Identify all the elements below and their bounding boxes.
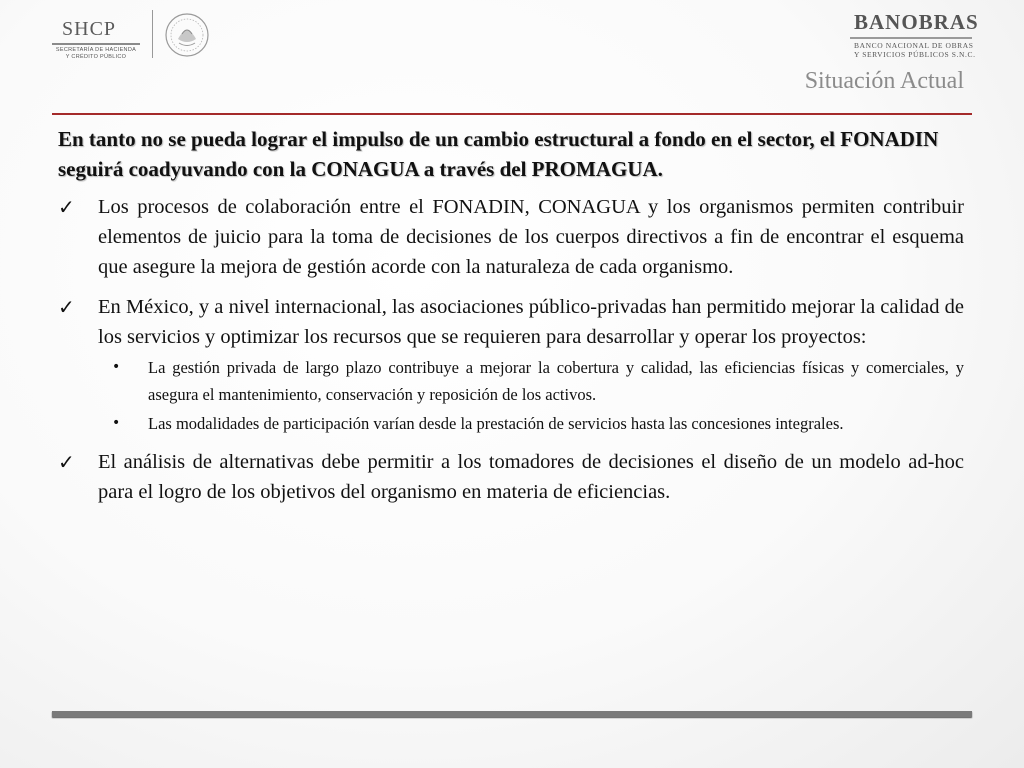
- section-title: Situación Actual: [804, 68, 964, 94]
- banobras-name: BANOBRAS: [854, 10, 979, 34]
- intro-paragraph: En tanto no se pueda lograr el impulso de un cambio estructural a fondo en el sector, el FONADIN seguirá coadyuvando con la CONAGUA a través del PROMAGUA.: [58, 127, 939, 181]
- bullet-item: [58, 447, 964, 507]
- sub-bullet-text: Las modalidades de participación varían desde la prestación de servicios hasta las concesiones integrales.: [148, 414, 844, 433]
- checkmark-icon: ✓: [58, 450, 75, 474]
- shcp-subtitle: [54, 47, 138, 61]
- sub-bullet-item: [98, 354, 964, 408]
- banobras-logo: [846, 10, 979, 62]
- checkmark-icon: ✓: [58, 295, 75, 319]
- bullet-dot-icon: •: [112, 359, 121, 375]
- bullet-item: [58, 192, 964, 282]
- bullet-text: En México, y a nivel internacional, las asociaciones público-privadas han permitido mejorar la calidad de los servicios y optimizar los recursos que se requieren para desarrollar y operar los proyectos:: [98, 296, 964, 348]
- banobras-rule: [850, 37, 972, 39]
- banobras-subtitle: [854, 41, 976, 59]
- shcp-tricolor-line: [52, 43, 140, 45]
- logo-divider: [152, 10, 153, 58]
- shcp-logo: [50, 10, 220, 58]
- bullet-text: El análisis de alternativas debe permitir a los tomadores de decisiones el diseño de un modelo ad-hoc para el logro de los objetivos del organismo en materia de eficiencias.: [98, 451, 964, 503]
- sub-bullet-list: [98, 354, 964, 437]
- title-rule: [52, 113, 972, 115]
- bullet-text: Los procesos de colaboración entre el FONADIN, CONAGUA y los organismos permiten contribuir elementos de juicio para la toma de decisiones de los cuerpos directivos a fin de encontrar el esquema que asegure la mejora de gestión acorde con la naturaleza de cada organismo.: [98, 196, 964, 278]
- bullet-dot-icon: •: [112, 415, 121, 431]
- sub-bullet-item: [98, 410, 964, 437]
- shcp-subtitle-line1: SECRETARÍA DE HACIENDA: [55, 47, 137, 53]
- mexico-seal-icon: [164, 12, 210, 58]
- checkmark-icon: ✓: [58, 195, 75, 219]
- slide-content: [58, 124, 964, 517]
- banobras-subtitle-line1: BANCO NACIONAL DE OBRAS: [854, 41, 974, 50]
- banobras-subtitle-line2: Y SERVICIOS PÚBLICOS S.N.C.: [854, 50, 976, 59]
- sub-bullet-text: La gestión privada de largo plazo contribuye a mejorar la cobertura y calidad, las eficiencias físicas y comerciales, y asegura el mantenimiento, conservación y reposición de los activos.: [148, 358, 964, 404]
- bullet-item: [58, 292, 964, 437]
- slide-header: [0, 0, 1024, 120]
- footer-bar: [52, 711, 972, 717]
- shcp-name: SHCP: [62, 18, 117, 40]
- shcp-subtitle-line2: Y CRÉDITO PÚBLICO: [65, 54, 127, 60]
